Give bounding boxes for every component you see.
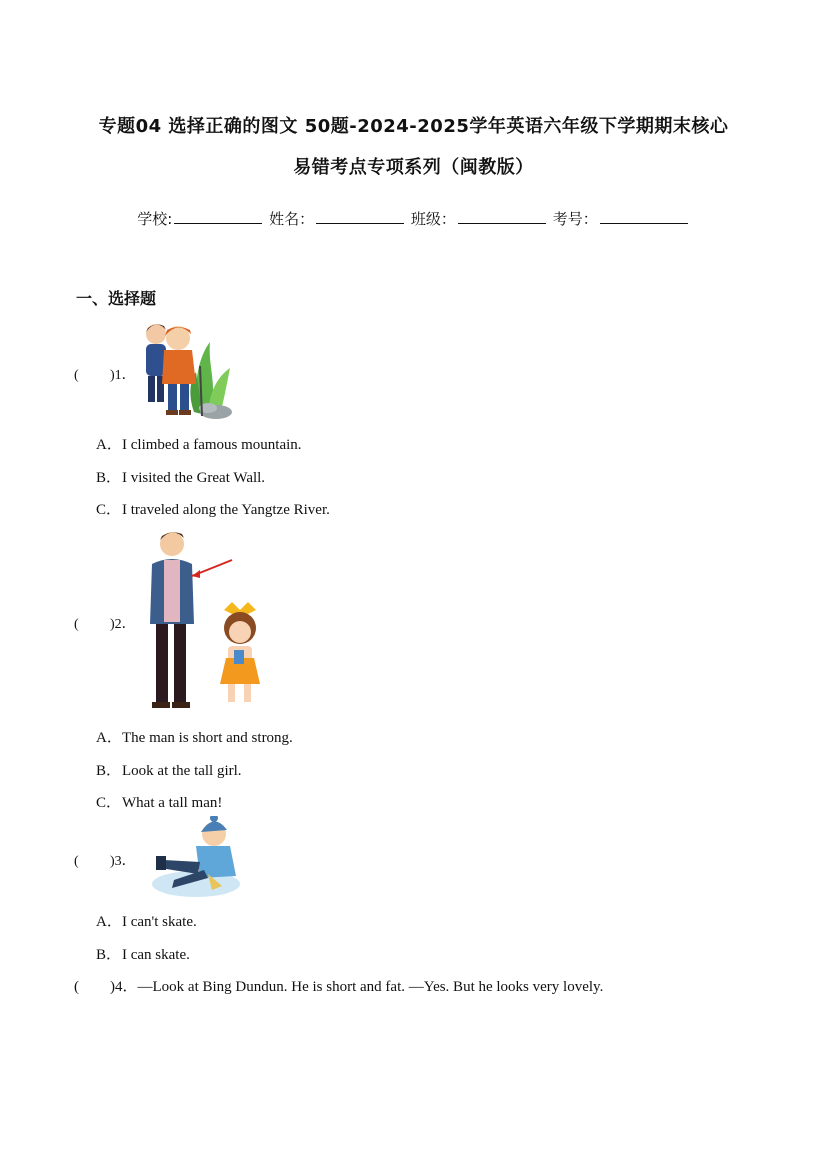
option-text: What a tall man!: [122, 795, 223, 811]
question-number: 4．: [115, 979, 138, 995]
option-text: I visited the Great Wall.: [122, 470, 266, 486]
option-letter: A．: [96, 730, 122, 746]
option-letter: B．: [96, 763, 122, 779]
document-title-line-2: 易错考点专项系列（闽教版）: [293, 157, 534, 178]
answer-bracket-open: (: [74, 368, 79, 383]
school-label: 学校:: [137, 210, 173, 228]
section-heading: 一、选择题: [76, 289, 157, 308]
document-title-line-1: 专题04 选择正确的图文 50题-2024-2025学年英语六年级下学期期末核心: [98, 116, 729, 137]
option-letter: C．: [96, 502, 122, 518]
tall-man-and-girl-icon: [140, 528, 272, 714]
student-info-row: [0, 208, 827, 229]
answer-bracket-open: (: [74, 617, 79, 632]
answer-bracket-close: ): [110, 979, 115, 995]
q1-option-b[interactable]: [96, 466, 265, 487]
option-letter: B．: [96, 470, 122, 486]
question-number: 3．: [114, 854, 136, 869]
hikers-mountain-icon: [138, 320, 234, 420]
question-number: 2．: [114, 617, 136, 632]
option-text: I can't skate.: [122, 914, 197, 930]
question-number: 1．: [114, 368, 136, 383]
q2-option-c[interactable]: [96, 791, 222, 812]
q3-option-b[interactable]: [96, 943, 190, 964]
question-4: [74, 975, 603, 996]
question-4-text: —Look at Bing Dundun. He is short and fat. —Yes. But he looks very lovely.: [137, 979, 604, 995]
school-blank[interactable]: [174, 209, 262, 224]
q2-option-a[interactable]: [96, 726, 293, 747]
name-blank[interactable]: [316, 209, 404, 224]
answer-bracket-close: ): [110, 368, 115, 383]
answer-bracket-close: ): [110, 617, 115, 632]
exam-no-label: 考号：: [552, 210, 598, 228]
option-text: I can skate.: [122, 947, 190, 963]
question-3-number: [74, 850, 136, 870]
q3-option-a[interactable]: [96, 910, 197, 931]
option-letter: A．: [96, 437, 122, 453]
q2-option-b[interactable]: [96, 759, 242, 780]
option-letter: A．: [96, 914, 122, 930]
q1-option-c[interactable]: [96, 498, 330, 519]
class-blank[interactable]: [458, 209, 546, 224]
option-letter: B．: [96, 947, 122, 963]
exam-no-blank[interactable]: [600, 209, 688, 224]
answer-bracket-open: (: [74, 979, 79, 995]
option-letter: C．: [96, 795, 122, 811]
class-label: 班级：: [410, 210, 456, 228]
answer-bracket-open: (: [74, 854, 79, 869]
name-label: 姓名：: [269, 210, 315, 228]
option-text: The man is short and strong.: [122, 730, 293, 746]
option-text: I climbed a famous mountain.: [122, 437, 302, 453]
option-text: Look at the tall girl.: [122, 763, 242, 779]
q1-option-a[interactable]: [96, 433, 302, 454]
boy-fallen-on-ice-icon: [150, 816, 242, 900]
question-2-number: [74, 613, 136, 633]
question-1-number: [74, 364, 136, 384]
answer-bracket-close: ): [110, 854, 115, 869]
option-text: I traveled along the Yangtze River.: [122, 502, 330, 518]
